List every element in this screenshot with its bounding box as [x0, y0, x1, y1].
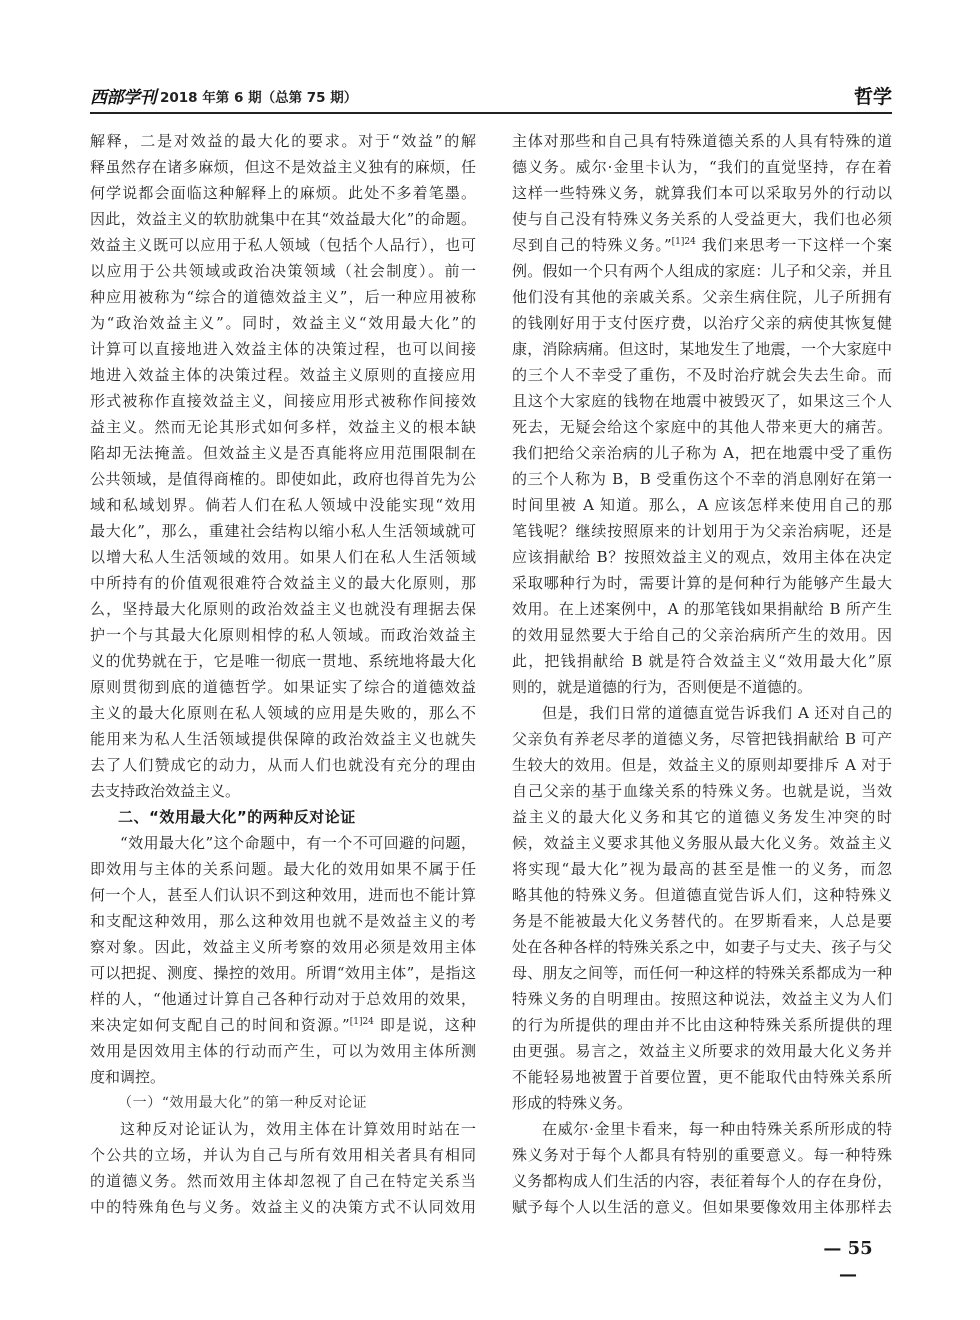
body-text-line: [512, 232, 892, 258]
body-paragraph: [512, 128, 892, 700]
body-text-line: 形成的特殊义务。: [512, 1094, 633, 1112]
body-text-line: 的三个人不幸受了重伤，不及时治疗就会失去生命。而: [512, 366, 892, 384]
body-text-line: 且这个大家庭的钱物在地震中被毁灭了，如果这三个人: [512, 392, 892, 410]
line-text: 来决定如何支配自己的时间和资源。”: [90, 1016, 350, 1034]
body-text-line: 中的特殊角色与义务。效益主义的决策方式不认同效用: [90, 1198, 476, 1216]
citation-reference: [1]24: [671, 237, 696, 247]
page-number: — 55 —: [823, 1238, 873, 1285]
body-text-line: 死去，无疑会给这个家庭中的其他人带来更大的痛苦。: [512, 418, 892, 436]
body-paragraph: [90, 128, 476, 804]
body-text-line: 为“政治效益主义”。同时，效益主义“效用最大化”的: [90, 314, 476, 332]
body-text-line: 个公共的立场，并认为自己与所有效用相关者具有相同: [90, 1146, 476, 1164]
body-text-line: 生较大的效用。但是，效益主义的原则却要排斥 A 对于: [512, 756, 892, 774]
body-text-line: 以增大私人生活领域的效用。如果人们在私人生活领域: [90, 548, 476, 566]
journal-logo: 西部学刊: [90, 88, 156, 108]
body-text-line: 效用是因效用主体的行动而产生，可以为效用主体所测: [90, 1042, 476, 1060]
body-text-line: 务是不能被最大化义务替代的。在罗斯看来，人总是要: [512, 912, 892, 930]
body-text-line: 时间里被 A 知道。那么，A 应该怎样来使用自己的那: [512, 496, 892, 514]
body-text-line: 他们没有其他的亲戚关系。父亲生病住院，儿子所拥有: [512, 288, 892, 306]
body-text-line: 父亲负有养老尽孝的道德义务，尽管把钱捐献给 B 可产: [512, 730, 892, 748]
body-text-line: 去支持政治效益主义。: [90, 782, 241, 800]
body-text-line: 和支配这种效用，那么这种效用也就不是效益主义的考: [90, 912, 476, 930]
body-text-line: 德义务。威尔·金里卡认为，“我们的直觉坚持，存在着: [512, 158, 892, 176]
body-text-line: 由更强。易言之，效益主义所要求的效用最大化义务并: [512, 1042, 892, 1060]
body-text-line: 义务都构成人们生活的内容，表征着每个人的存在身份，: [512, 1172, 892, 1190]
body-paragraph: [512, 1116, 892, 1220]
body-text-line: 去了人们赞成它的动力，从而人们也就没有充分的理由: [90, 756, 476, 774]
body-text-line: 的钱刚好用于支付医疗费，以治疗父亲的病使其恢复健: [512, 314, 892, 332]
body-text-line: 的道德义务。然而效用主体却忽视了自己在特定关系当: [90, 1172, 476, 1190]
body-text-line: 计算可以直接地进入效益主体的决策过程，也可以间接: [90, 340, 476, 358]
subsection-heading: （一）“效用最大化”的第一种反对论证: [118, 1095, 368, 1111]
body-text-line: 略其他的特殊义务。但道德直觉告诉人们，这种特殊义: [512, 886, 892, 904]
body-text-line: 陷却无法掩盖。但效益主义是否真能将应用范围限制在: [90, 444, 476, 462]
line-text: 即是说，这种: [373, 1016, 476, 1034]
body-text-line: 解释，二是对效益的最大化的要求。对于“效益”的解: [90, 132, 476, 150]
body-text-line: 度和调控。: [90, 1068, 166, 1086]
body-text-line: 能用来为私人生活领域提供保障的政治效益主义也就失: [90, 730, 476, 748]
body-text-line: 应该捐献给 B？按照效益主义的观点，效用主体在决定: [512, 548, 892, 566]
body-text-line: 则的，就是道德的行为，否则便是不道德的。: [512, 678, 813, 696]
left-column: [90, 128, 476, 1220]
body-text-line: 效益主义既可以应用于私人领域（包括个人品行），也可: [90, 236, 476, 254]
section-label: 哲学: [853, 86, 892, 108]
body-text-line: 不能轻易地被置于首要位置，更不能取代由特殊关系所: [512, 1068, 892, 1086]
body-text-line: 何一个人，甚至人们认识不到这种效用，进而也不能计算: [90, 886, 476, 904]
body-text-line: 主体对那些和自己具有特殊道德关系的人具有特殊的道: [512, 132, 892, 150]
body-text-line: 可以把捉、测度、操控的效用。所谓“效用主体”，是指这: [90, 964, 476, 982]
body-text-line: 公共领域，是值得商榷的。即使如此，政府也得首先为公: [90, 470, 476, 488]
body-text-line: 的效用显然要大于给自己的父亲治病所产生的效用。因: [512, 626, 892, 644]
body-text-line: 赋予每个人以生活的意义。但如果要像效用主体那样去: [512, 1198, 892, 1216]
body-text-line: 但是，我们日常的道德直觉告诉我们 A 还对自己的: [542, 704, 892, 722]
body-text-line: 样的人，“他通过计算自己各种行动对于总效用的效果，: [90, 990, 476, 1008]
header-rule: [90, 112, 892, 114]
body-text-line: 候，效益主义要求其他义务服从最大化义务。效益主义: [512, 834, 892, 852]
body-text-line: 笔钱呢？继续按照原来的计划用于为父亲治病呢，还是: [512, 522, 892, 540]
body-text-line: 义的优势就在于，它是唯一彻底一贯地、系统地将最大化: [90, 652, 476, 670]
body-text-line: “效用最大化”这个命题中，有一个不可回避的问题，: [120, 834, 476, 852]
body-text-line: 康，消除病痛。但这时，某地发生了地震，一个大家庭中: [512, 340, 892, 358]
body-text-line: 的三个人称为 B，B 受重伤这个不幸的消息刚好在第一: [512, 470, 892, 488]
body-text-line: 这种反对论证认为，效用主体在计算效用时站在一: [120, 1120, 476, 1138]
body-text-line: 何学说都会面临这种解释上的麻烦。此处不多着笔墨。: [90, 184, 476, 202]
body-text-line: 殊义务对于每个人都具有特别的重要意义。每一种特殊: [512, 1146, 892, 1164]
body-text-line: 域和私域划界。倘若人们在私人领域中没能实现“效用: [90, 496, 476, 514]
body-text-line: 以应用于公共领域或政治决策领域（社会制度）。前一: [90, 262, 476, 280]
body-text-line: 形式被称作直接效益主义，间接应用形式被称作间接效: [90, 392, 476, 410]
body-text-line: 察对象。因此，效益主义所考察的效用必须是效用主体: [90, 938, 476, 956]
body-text-line: [90, 1012, 476, 1038]
body-text-line: 么，坚持最大化原则的政治效益主义也就没有理据去保: [90, 600, 476, 618]
body-text-line: 益主义的最大化义务和其它的道德义务发生冲突的时: [512, 808, 892, 826]
body-text-line: 中所持有的价值观很难符合效益主义的最大化原则，那: [90, 574, 476, 592]
body-text-line: 主义的最大化原则在私人领域的应用是失败的，那么不: [90, 704, 476, 722]
body-paragraph: [512, 700, 892, 1116]
body-text-line: 益主义。然而无论其形式如何多样，效益主义的根本缺: [90, 418, 476, 436]
body-text-line: 我们把给父亲治病的儿子称为 A，把在地震中受了重伤: [512, 444, 892, 462]
body-text-line: 在威尔·金里卡看来，每一种由特殊关系所形成的特: [542, 1120, 892, 1138]
body-text-line: 这样一些特殊义务，就算我们本可以采取另外的行动以: [512, 184, 892, 202]
body-text-line: 因此，效益主义的软肋就集中在其“效益最大化”的命题。: [90, 210, 476, 228]
section-heading: 二、“效用最大化”的两种反对论证: [118, 808, 356, 826]
body-text-line: 特殊义务的自明理由。按照这种说法，效益主义为人们: [512, 990, 892, 1008]
body-text-line: 最大化”，那么，重建社会结构以缩小私人生活领域就可: [90, 522, 476, 540]
body-text-line: 地进入效益主体的决策过程。效益主义原则的直接应用: [90, 366, 476, 384]
body-paragraph: [90, 1116, 476, 1220]
body-text-line: 的行为所提供的理由并不比由这种特殊关系所提供的理: [512, 1016, 892, 1034]
body-text-line: 使与自己没有特殊义务关系的人受益更大，我们也必须: [512, 210, 892, 228]
body-text-line: 种应用被称为“综合的道德效益主义”，后一种应用被称: [90, 288, 476, 306]
body-text-line: 自己父亲的基于血缘关系的特殊义务。也就是说，当效: [512, 782, 892, 800]
body-text-line: 此，把钱捐献给 B 就是符合效益主义“效用最大化”原: [512, 652, 892, 670]
citation-reference: [1]24: [349, 1017, 374, 1027]
body-text-line: 效用。在上述案例中，A 的那笔钱如果捐献给 B 所产生: [512, 600, 892, 618]
body-paragraph: [90, 830, 476, 1090]
body-text-line: 例。假如一个只有两个人组成的家庭：儿子和父亲，并且: [512, 262, 892, 280]
body-text-line: 护一个与其最大化原则相悖的私人领域。而政治效益主: [90, 626, 476, 644]
body-text-line: 原则贯彻到底的道德哲学。如果证实了综合的道德效益: [90, 678, 476, 696]
body-text-line: 采取哪种行为时，需要计算的是何种行为能够产生最大: [512, 574, 892, 592]
line-text: 尽到自己的特殊义务。”: [512, 236, 672, 254]
right-column: [512, 128, 892, 1220]
line-text: 我们来思考一下这样一个案: [695, 236, 892, 254]
body-text-line: 即效用与主体的关系问题。最大化的效用如果不属于任: [90, 860, 476, 878]
issue-info: 2018 年第 6 期（总第 75 期）: [160, 90, 358, 106]
body-text-line: 母、朋友之间等，而任何一种这样的特殊关系都成为一种: [512, 964, 892, 982]
body-text-line: 处在各种各样的特殊关系之中，如妻子与丈夫、孩子与父: [512, 938, 892, 956]
body-text-line: 释虽然存在诸多麻烦，但这不是效益主义独有的麻烦，任: [90, 158, 476, 176]
body-text-line: 将实现“最大化”视为最高的甚至是惟一的义务，而忽: [512, 860, 892, 878]
